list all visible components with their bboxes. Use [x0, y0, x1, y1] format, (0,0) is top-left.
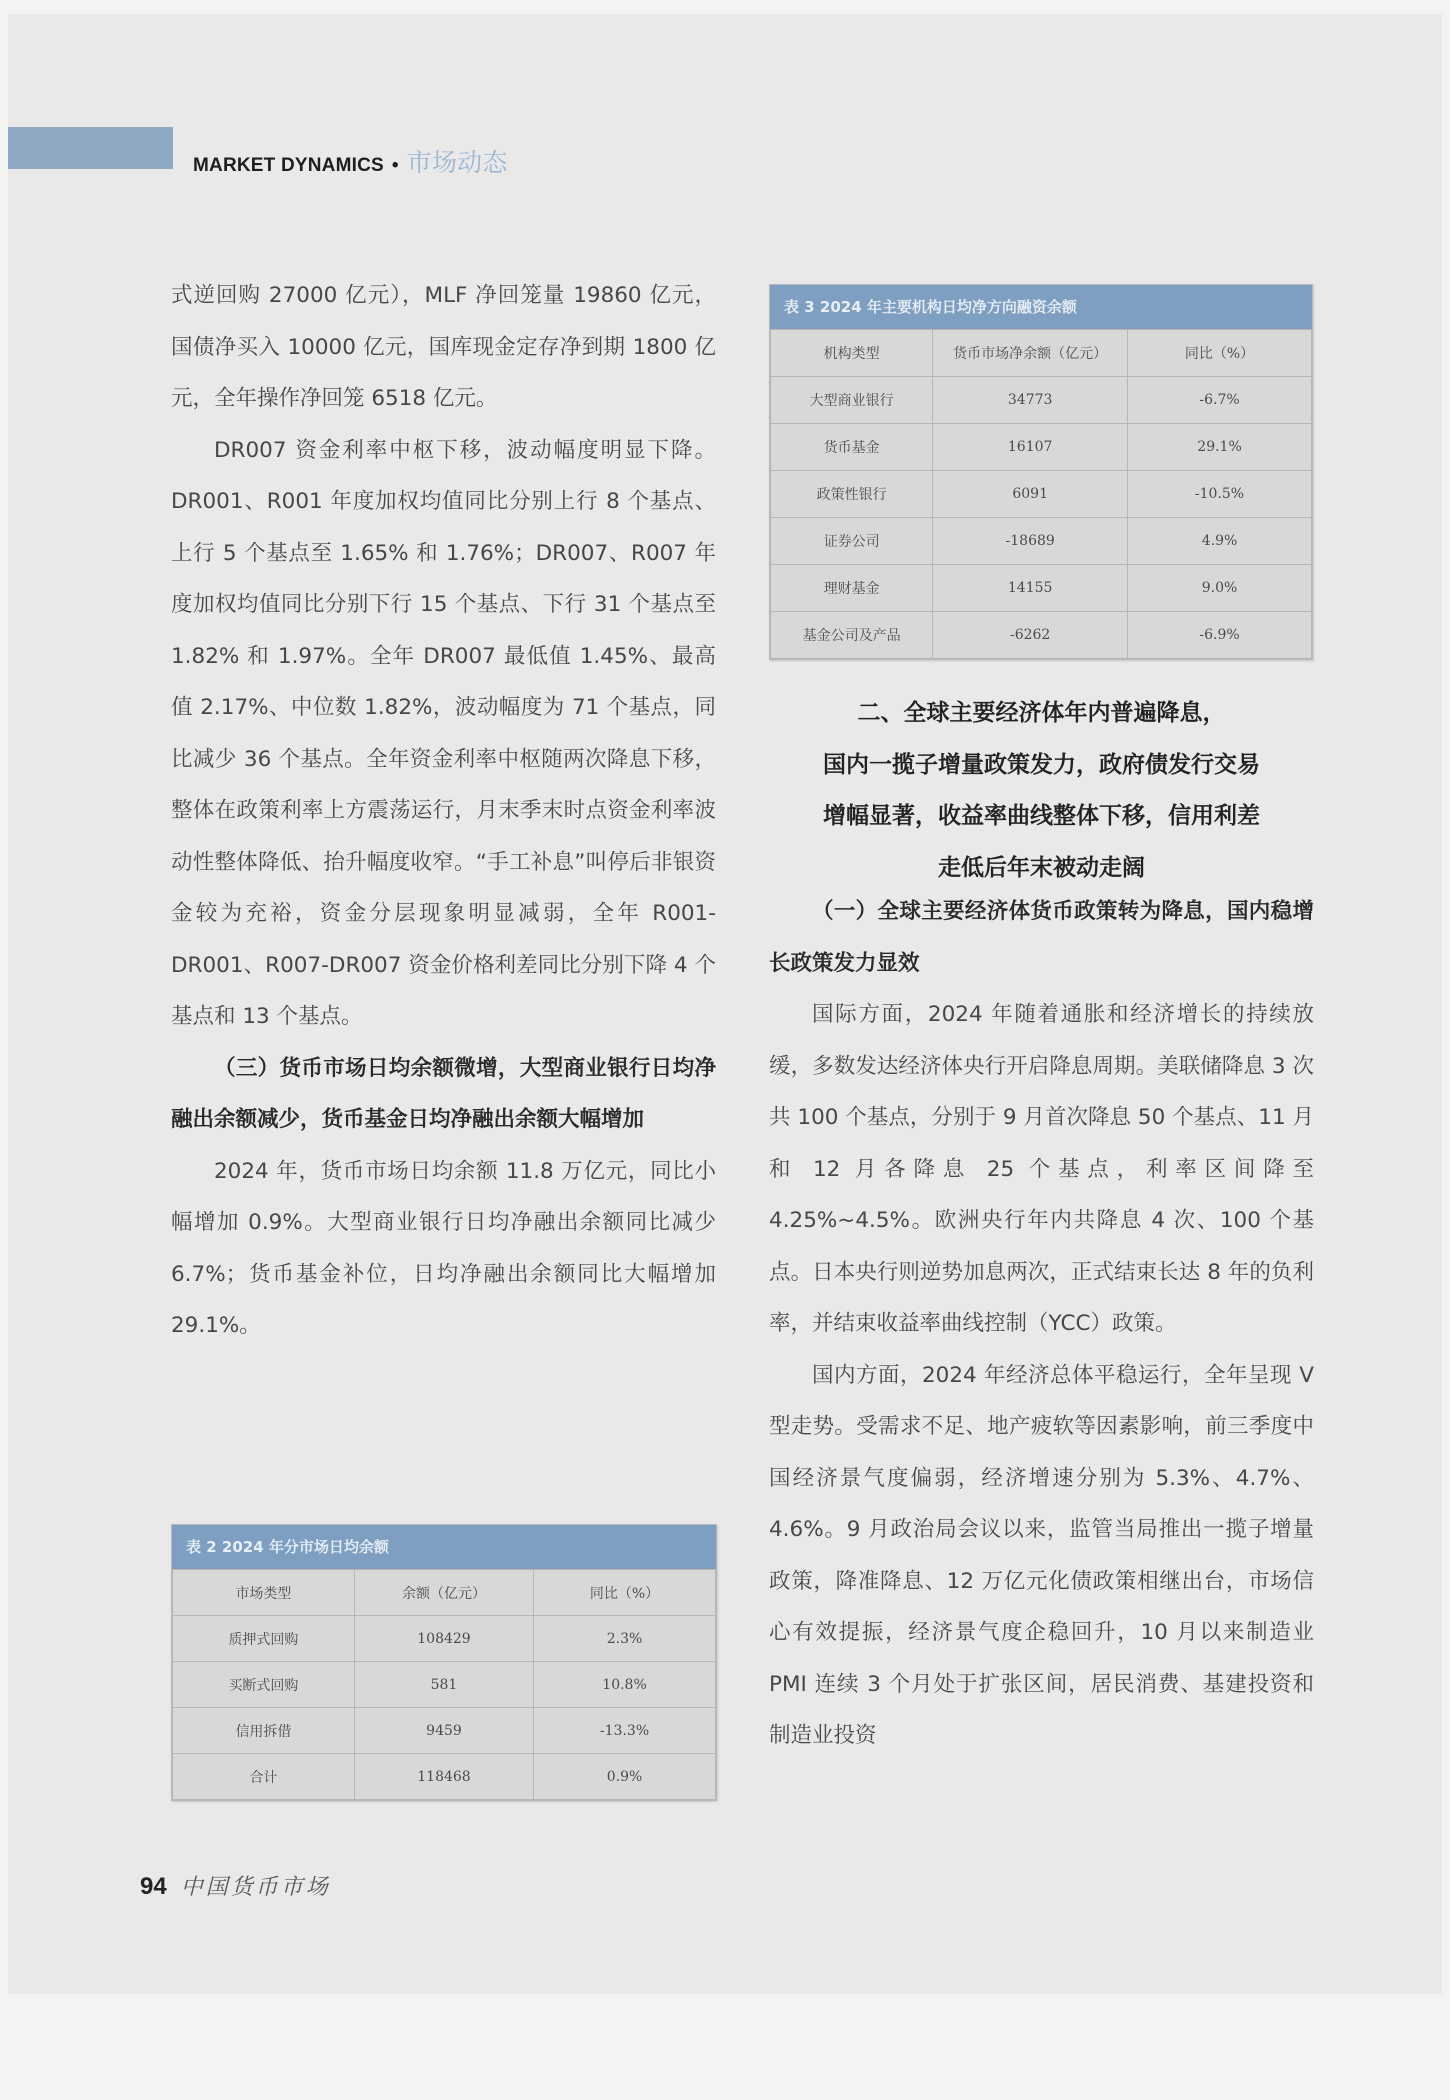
table-2 — [171, 1524, 717, 1801]
header-cell: 同比（%） — [1128, 330, 1312, 377]
page-number: 94 — [140, 1873, 167, 1900]
table-cell: 6091 — [933, 471, 1128, 518]
table-cell: 2.3% — [534, 1616, 716, 1662]
table-cell: 合计 — [173, 1754, 355, 1800]
magazine-name: 中国货币市场 — [180, 1875, 331, 1900]
table-row — [173, 1616, 716, 1662]
header-cell: 机构类型 — [771, 330, 933, 377]
paragraph: DR007 资金利率中枢下移，波动幅度明显下降。DR001、R001 年度加权均值同比分别上行 8 个基点、上行 5 个基点至 1.65% 和 1.76%；DR007、R007 年度加权均值同比分别下行 15 个基点、下行 31 个基点至 1.82% 和 1.97%。全年 DR007 最低值 1.45%、最高值 2.17%、中位数 1.82%，波动幅度为 71 个基点，同比减少 36 个基点。全年资金利率中枢随两次降息下移，整体在政策利率上方震荡运行，月末季末时点资金利率波动性整体降低、抬升幅度收窄。“手工补息”叫停后非银资金较为充裕，资金分层现象明显减弱，全年 R001-DR001、R007-DR007 资金价格利差同比分别下降 4 个基点和 13 个基点。 — [171, 437, 716, 1029]
table-cell: 理财基金 — [771, 565, 933, 612]
section-header — [193, 143, 508, 179]
section-title-line: 增幅显著，收益率曲线整体下移，信用利差 — [823, 803, 1260, 829]
table-cell: 118468 — [354, 1754, 533, 1800]
table-cell: 0.9% — [534, 1754, 716, 1800]
paragraph: 国内方面，2024 年经济总体平稳运行，全年呈现 V 型走势。受需求不足、地产疲软等因素影响，前三季度中国经济景气度偏弱，经济增速分别为 5.3%、4.7%、4.6%。9 月政治局会议以来，监管当局推出一揽子增量政策，降准降息、12 万亿元化债政策相继出台，市场信心有效提振，经济景气度企稳回升，10 月以来制造业 PMI 连续 3 个月处于扩张区间，居民消费、基建投资和制造业投资 — [769, 1362, 1314, 1748]
table-row — [771, 518, 1312, 565]
table-row — [771, 424, 1312, 471]
table-cell: 政策性银行 — [771, 471, 933, 518]
table-cell: 买断式回购 — [173, 1662, 355, 1708]
table-cell: 34773 — [933, 377, 1128, 424]
paragraph: 式逆回购 27000 亿元），MLF 净回笼量 19860 亿元，国债净买入 10000 亿元，国库现金定存净到期 1800 亿元，全年操作净回笼 6518 亿元。 — [171, 283, 716, 411]
table-cell: -6.7% — [1128, 377, 1312, 424]
table-cell: 10.8% — [534, 1662, 716, 1708]
table-cell: 基金公司及产品 — [771, 612, 933, 659]
header-cell: 市场类型 — [173, 1570, 355, 1616]
table-cell: -6262 — [933, 612, 1128, 659]
table-3-caption: 表 3 2024 年主要机构日均净方向融资余额 — [770, 285, 1312, 329]
table-cell: -10.5% — [1128, 471, 1312, 518]
header-accent-bar — [8, 127, 173, 169]
section-title-line: 国内一揽子增量政策发力，政府债发行交易 — [823, 751, 1260, 778]
table-cell: 581 — [354, 1662, 533, 1708]
table-row — [173, 1754, 716, 1800]
table-cell: 29.1% — [1128, 424, 1312, 471]
table-row — [771, 612, 1312, 659]
table-row — [771, 471, 1312, 518]
table-row — [771, 377, 1312, 424]
table-row — [173, 1708, 716, 1754]
table-cell: 质押式回购 — [173, 1616, 355, 1662]
section-title-line: 二、全球主要经济体年内普遍降息， — [857, 700, 1226, 726]
table-2-grid — [172, 1569, 716, 1800]
table-cell: 货币基金 — [771, 424, 933, 471]
header-cell: 货币市场净余额（亿元） — [933, 330, 1128, 377]
table-cell: -6.9% — [1128, 612, 1312, 659]
table-cell: 信用拆借 — [173, 1708, 355, 1754]
table-cell: 9.0% — [1128, 565, 1312, 612]
table-cell: -13.3% — [534, 1708, 716, 1754]
table-cell: 16107 — [933, 424, 1128, 471]
table-3-grid — [770, 329, 1312, 659]
header-cell: 余额（亿元） — [354, 1570, 533, 1616]
paragraph: 国际方面，2024 年随着通胀和经济增长的持续放缓，多数发达经济体央行开启降息周期。美联储降息 3 次共 100 个基点，分别于 9 月首次降息 50 个基点、11 月和 12 月各降息 25 个基点，利率区间降至 4.25%~4.5%。欧洲央行年内共降息 4 次、100 个基点。日本央行则逆势加息两次，正式结束长达 8 年的负利率，并结束收益率曲线控制（YCC）政策。 — [769, 1002, 1314, 1336]
table-cell: 大型商业银行 — [771, 377, 933, 424]
header-cn: 市场动态 — [406, 149, 508, 177]
section-title — [769, 688, 1314, 894]
table-2-caption: 表 2 2024 年分市场日均余额 — [172, 1525, 716, 1569]
right-column — [769, 886, 1314, 1762]
table-row — [771, 565, 1312, 612]
table-cell: 证券公司 — [771, 518, 933, 565]
table-header-row — [173, 1570, 716, 1616]
table-cell: 4.9% — [1128, 518, 1312, 565]
left-column — [171, 270, 716, 1352]
page-footer — [140, 1870, 331, 1901]
section-title-line: 走低后年末被动走阔 — [938, 854, 1145, 881]
table-row — [173, 1662, 716, 1708]
table-cell: 9459 — [354, 1708, 533, 1754]
paragraph: 2024 年，货币市场日均余额 11.8 万亿元，同比小幅增加 0.9%。大型商业银行日均净融出余额同比减少 6.7%；货币基金补位，日均净融出余额同比大幅增加 29.1%。 — [171, 1158, 716, 1338]
table-header-row — [771, 330, 1312, 377]
table-cell: 14155 — [933, 565, 1128, 612]
table-3 — [769, 284, 1313, 660]
header-en: MARKET DYNAMICS — [193, 155, 384, 176]
header-cell: 同比（%） — [534, 1570, 716, 1616]
table-cell: -18689 — [933, 518, 1128, 565]
header-dot: • — [391, 155, 399, 176]
subheading: （一）全球主要经济体货币政策转为降息，国内稳增长政策发力显效 — [769, 899, 1314, 976]
subheading: （三）货币市场日均余额微增，大型商业银行日均净融出余额减少，货币基金日均净融出余额大幅增加 — [171, 1055, 716, 1132]
table-cell: 108429 — [354, 1616, 533, 1662]
